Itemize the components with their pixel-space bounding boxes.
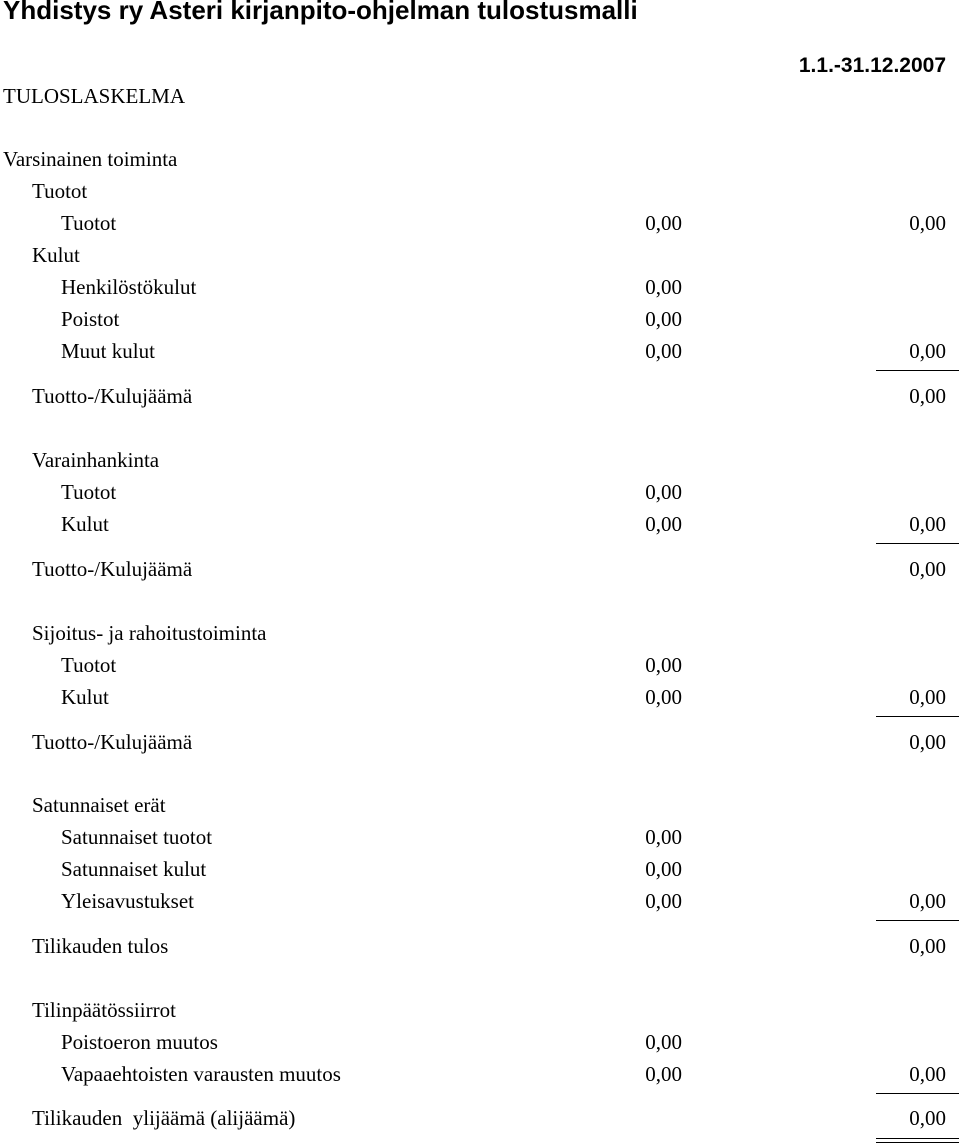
group-heading-tuotot [0, 177, 960, 205]
line-item-henkilostokulut [0, 273, 960, 301]
line-item-varaukset [0, 1060, 960, 1088]
section-heading-label: Satunnaiset erät [32, 793, 166, 817]
result-row-ylijaama [0, 1104, 960, 1132]
line-item-sijoitus-tuotot [0, 651, 960, 679]
line-item-satunnaiset-kulut [0, 855, 960, 883]
line-item-total: 0,00 [909, 1062, 946, 1086]
line-item-label: Satunnaiset tuotot [61, 825, 213, 849]
subtotal-rule [876, 370, 959, 371]
group-heading-label: Tuotot [32, 179, 88, 203]
section-heading-varsinainen [0, 145, 960, 173]
subtotal-rule [876, 920, 959, 921]
section-heading-tilinpaatossiirrot [0, 996, 960, 1024]
line-item-label: Satunnaiset kulut [61, 857, 207, 881]
result-total: 0,00 [909, 934, 946, 958]
line-item-amount: 0,00 [645, 653, 682, 677]
line-item-amount: 0,00 [645, 339, 682, 363]
line-item-varainhankinta-kulut [0, 510, 960, 538]
line-item-amount: 0,00 [645, 825, 682, 849]
line-item-varainhankinta-tuotot [0, 478, 960, 506]
line-item-label: Poistot [61, 307, 120, 331]
result-total: 0,00 [909, 730, 946, 754]
line-item-satunnaiset-tuotot [0, 823, 960, 851]
line-item-label: Tuotot [61, 211, 117, 235]
result-row-varsinainen [0, 382, 960, 410]
line-item-muut-kulut [0, 337, 960, 365]
line-item-label: Kulut [61, 685, 109, 709]
result-label: Tilikauden tulos [32, 934, 169, 958]
section-heading-sijoitus [0, 619, 960, 647]
subtotal-rule [876, 1093, 959, 1094]
line-item-total: 0,00 [909, 339, 946, 363]
line-item-total: 0,00 [909, 512, 946, 536]
line-item-amount: 0,00 [645, 685, 682, 709]
result-label: Tuotto-/Kulujäämä [32, 384, 193, 408]
line-item-sijoitus-kulut [0, 683, 960, 711]
line-item-label: Henkilöstökulut [61, 275, 197, 299]
line-item-poistoero [0, 1028, 960, 1056]
section-heading-label: Varainhankinta [32, 448, 160, 472]
group-heading-label: Kulut [32, 243, 80, 267]
line-item-yleisavustukset [0, 887, 960, 915]
line-item-amount: 0,00 [645, 211, 682, 235]
subtotal-rule [876, 543, 959, 544]
line-item-amount: 0,00 [645, 1062, 682, 1086]
section-heading-satunnaiset [0, 791, 960, 819]
result-label: Tuotto-/Kulujäämä [32, 730, 193, 754]
result-total: 0,00 [909, 557, 946, 581]
section-heading-label: Varsinainen toiminta [3, 147, 178, 171]
line-item-amount: 0,00 [645, 889, 682, 913]
line-item-total: 0,00 [909, 685, 946, 709]
result-total: 0,00 [909, 384, 946, 408]
result-row-varainhankinta [0, 555, 960, 583]
line-item-label: Poistoeron muutos [61, 1030, 218, 1054]
result-row-sijoitus [0, 728, 960, 756]
line-item-amount: 0,00 [645, 1030, 682, 1054]
line-item-label: Tuotot [61, 480, 117, 504]
line-item-label: Vapaaehtoisten varausten muutos [61, 1062, 341, 1086]
group-heading-kulut [0, 241, 960, 269]
page-title: Yhdistys ry Asteri kirjanpito-ohjelman tulostusmalli [3, 0, 638, 25]
line-item-total: 0,00 [909, 211, 946, 235]
final-double-rule [876, 1138, 959, 1143]
line-item-label: Tuotot [61, 653, 117, 677]
line-item-amount: 0,00 [645, 857, 682, 881]
result-row-tilikauden-tulos [0, 932, 960, 960]
statement-title: TULOSLASKELMA [3, 84, 185, 108]
subtotal-rule [876, 716, 959, 717]
line-item-poistot [0, 305, 960, 333]
line-item-label: Kulut [61, 512, 109, 536]
line-item-tuotot [0, 209, 960, 237]
line-item-label: Muut kulut [61, 339, 155, 363]
period-label: 1.1.-31.12.2007 [798, 54, 946, 77]
line-item-amount: 0,00 [645, 275, 682, 299]
section-heading-varainhankinta [0, 446, 960, 474]
section-heading-label: Sijoitus- ja rahoitustoiminta [32, 621, 267, 645]
line-item-total: 0,00 [909, 889, 946, 913]
line-item-amount: 0,00 [645, 512, 682, 536]
result-label: Tuotto-/Kulujäämä [32, 557, 193, 581]
section-heading-label: Tilinpäätössiirrot [32, 998, 176, 1022]
line-item-amount: 0,00 [645, 480, 682, 504]
result-total: 0,00 [909, 1106, 946, 1130]
line-item-label: Yleisavustukset [61, 889, 194, 913]
result-label: Tilikauden ylijäämä (alijäämä) [32, 1106, 296, 1130]
line-item-amount: 0,00 [645, 307, 682, 331]
